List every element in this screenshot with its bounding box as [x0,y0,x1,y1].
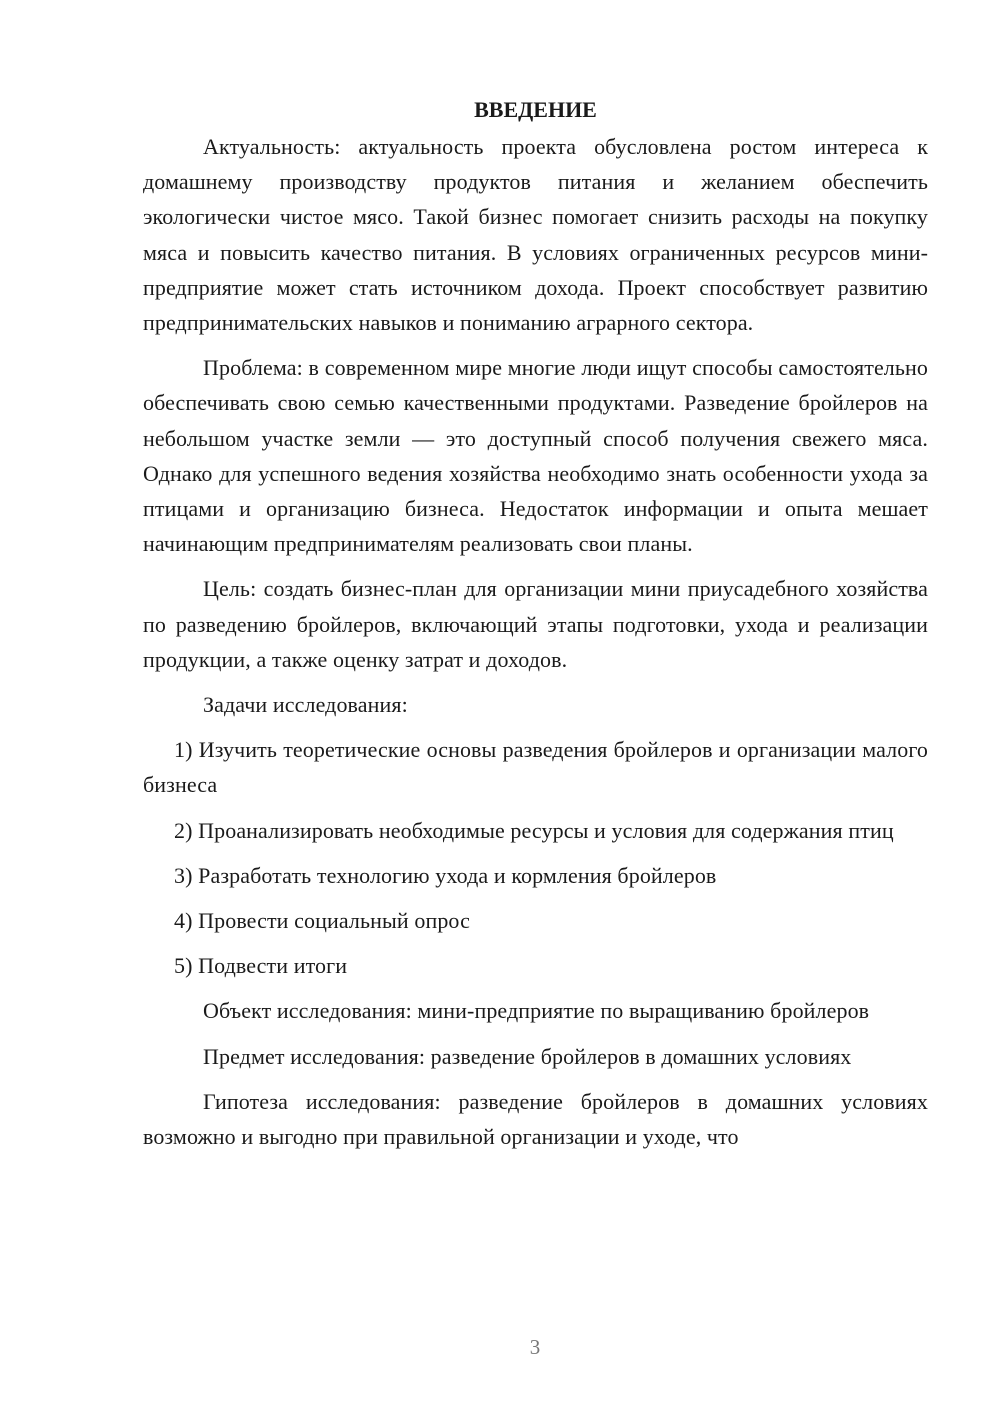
section-heading: ВВЕДЕНИЕ [474,97,597,122]
document-page [143,92,928,1164]
task-item-4: 4) Провести социальный опрос [174,908,470,934]
hypothesis-paragraph: Гипотеза исследования: разведение бройлеров в домашних условиях возможно и выгодно при правильной организации и уходе, что [143,1088,928,1150]
task-item-3: 3) Разработать технологию ухода и кормления бройлеров [174,862,717,888]
page-number: 3 [529,1335,541,1359]
problem-paragraph: Проблема: в современном мире многие люди ищут способы самостоятельно обеспечивать свою семью качественными продуктами. Разведение бройлеров на небольшом участке земли — это доступный способ получения свежего мяса. Однако для успешного ведения хозяйства необходимо знать особенности ухода за птицами и организацию бизнеса. Недостаток информации и опыта мешает начинающим предпринимателям реализовать свои планы. [143,355,928,557]
object-paragraph: Объект исследования: мини-предприятие по выращиванию бройлеров [203,998,870,1024]
goal-paragraph: Цель: создать бизнес-план для организации мини приусадебного хозяйства по разведению бройлеров, включающий этапы подготовки, ухода и реализации продукции, а также оценку затрат и доходов. [143,576,928,672]
tasks-title: Задачи исследования: [203,692,408,718]
subject-paragraph: Предмет исследования: разведение бройлеров в домашних условиях [203,1043,852,1069]
relevance-paragraph: Актуальность: актуальность проекта обусловлена ростом интереса к домашнему производству продуктов питания и желанием обеспечить экологически чистое мясо. Такой бизнес помогает снизить расходы на покупку мяса и повысить качество питания. В условиях ограниченных ресурсов мини-предприятие может стать источником дохода. Проект способствует развитию предпринимательских навыков и пониманию аграрного сектора. [143,134,928,336]
task-item-2: 2) Проанализировать необходимые ресурсы и условия для содержания птиц [174,817,894,843]
task-item-5: 5) Подвести итоги [174,953,348,979]
task-item-1: 1) Изучить теоретические основы разведения бройлеров и организации малого бизнеса [143,737,928,798]
